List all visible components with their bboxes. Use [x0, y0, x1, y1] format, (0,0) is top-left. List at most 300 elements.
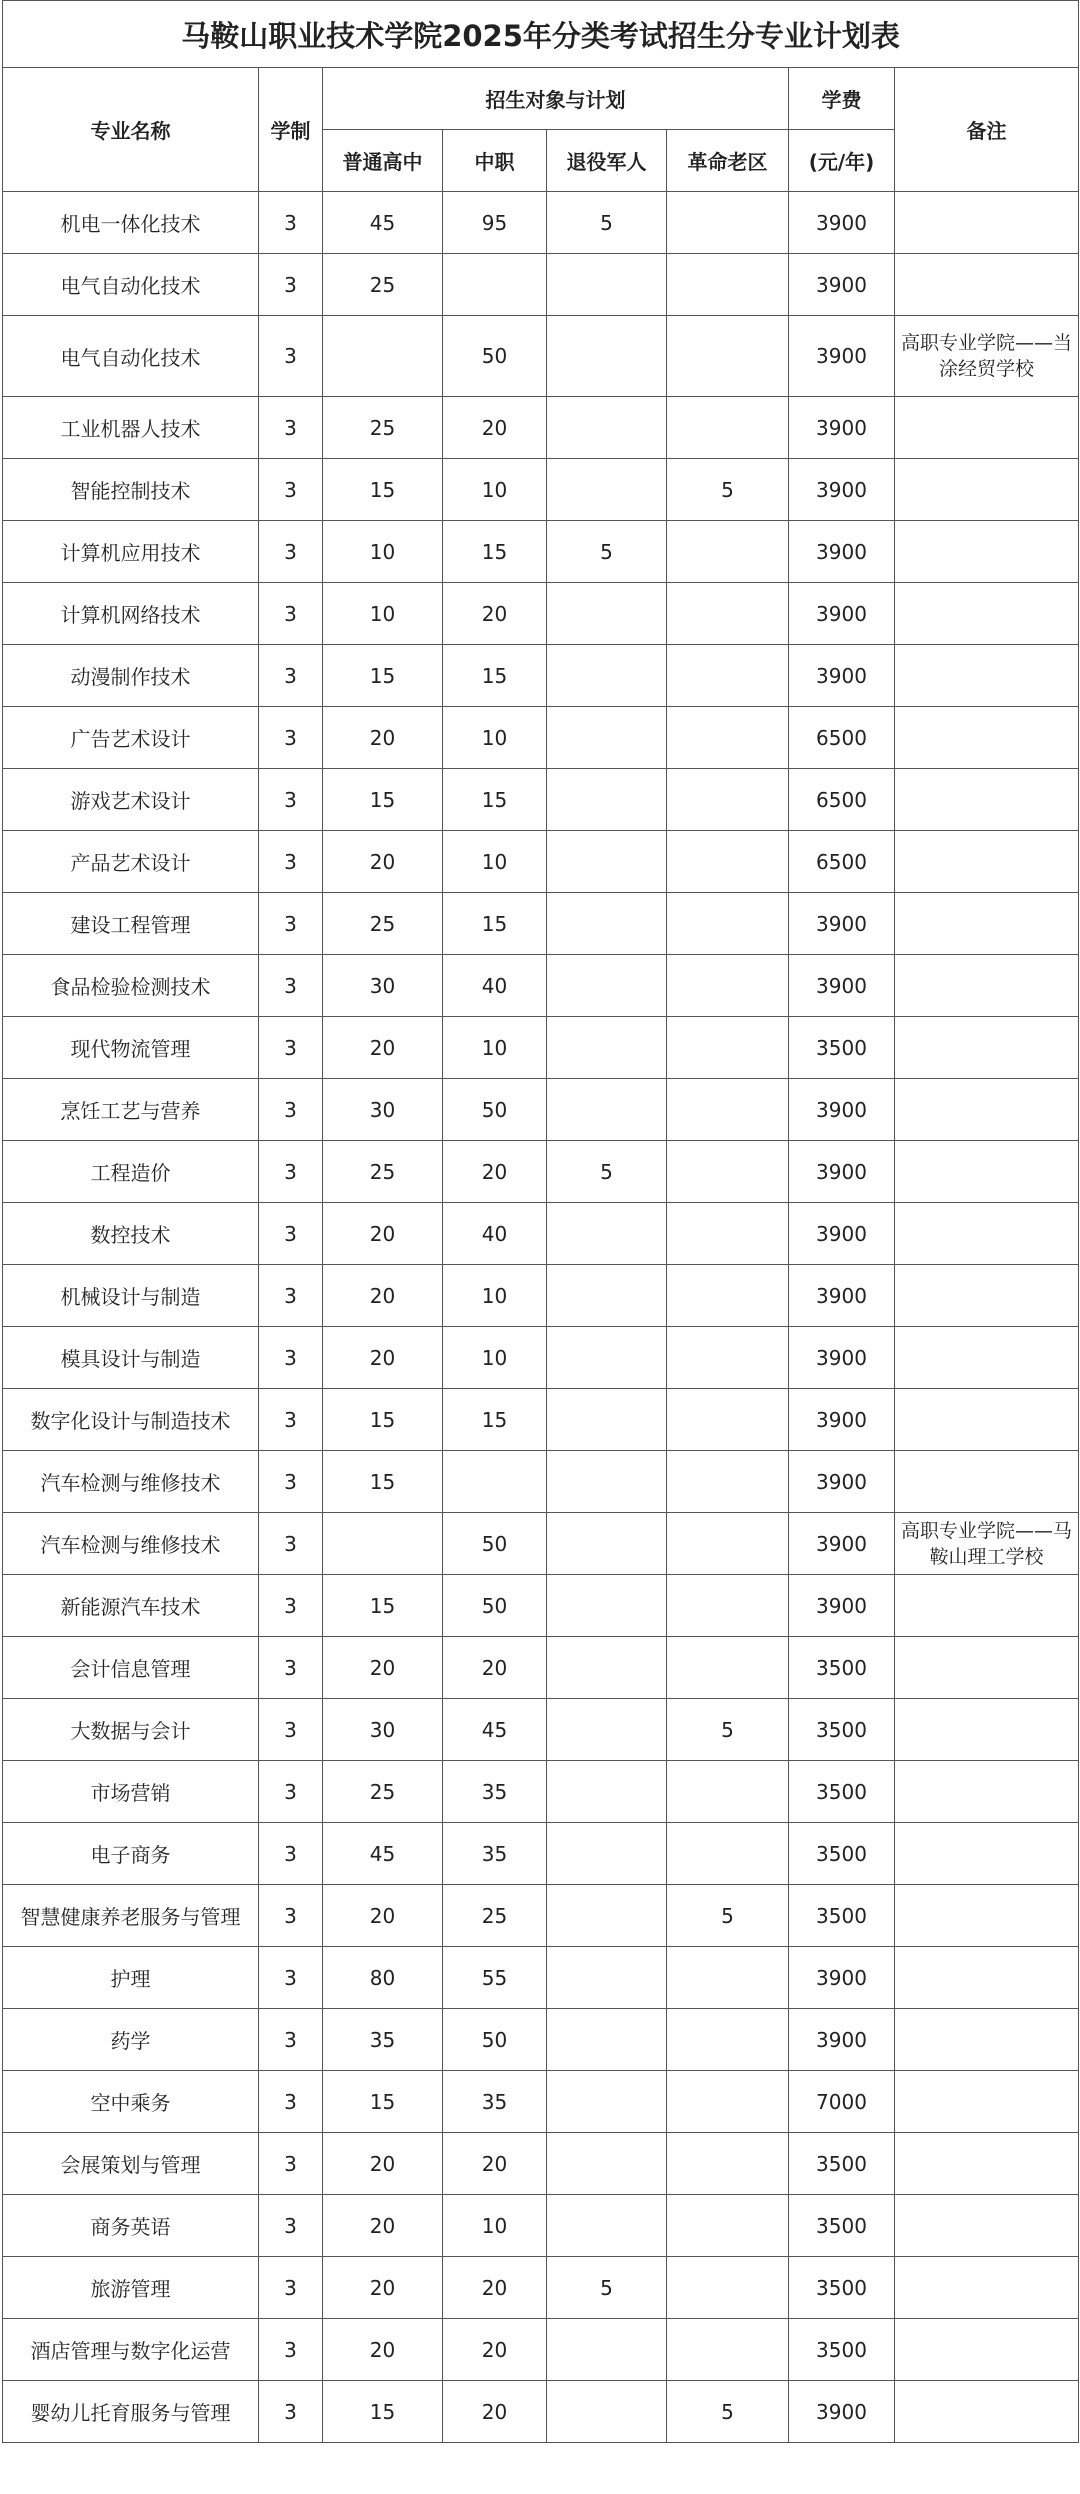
- cell-tuition: 3900: [789, 1079, 895, 1141]
- cell-veterans: [547, 1389, 667, 1451]
- table-row: [3, 1265, 1079, 1327]
- cell-remarks: [895, 1389, 1079, 1451]
- cell-tuition: 3900: [789, 1947, 895, 2009]
- table-row: [3, 583, 1079, 645]
- table-row: [3, 893, 1079, 955]
- cell-general-hs: 25: [323, 397, 443, 459]
- cell-revolution: [667, 769, 789, 831]
- cell-veterans: 5: [547, 521, 667, 583]
- cell-general-hs: 20: [323, 2257, 443, 2319]
- cell-years: 3: [259, 2133, 323, 2195]
- cell-tuition: 3500: [789, 1699, 895, 1761]
- cell-remarks: [895, 1699, 1079, 1761]
- cell-revolution: [667, 955, 789, 1017]
- cell-general-hs: 20: [323, 1265, 443, 1327]
- cell-remarks: [895, 1203, 1079, 1265]
- cell-vocational: 40: [443, 955, 547, 1017]
- cell-revolution: [667, 316, 789, 397]
- cell-general-hs: 20: [323, 2195, 443, 2257]
- cell-remarks: [895, 1823, 1079, 1885]
- cell-years: 3: [259, 1203, 323, 1265]
- header-vocational: 中职: [443, 130, 547, 192]
- enrollment-plan-sheet: [2, 0, 1078, 2443]
- cell-remarks: [895, 1885, 1079, 1947]
- cell-general-hs: 20: [323, 2319, 443, 2381]
- cell-veterans: [547, 645, 667, 707]
- cell-tuition: 3500: [789, 1637, 895, 1699]
- cell-veterans: [547, 1575, 667, 1637]
- cell-remarks: [895, 645, 1079, 707]
- cell-veterans: [547, 831, 667, 893]
- cell-major: 旅游管理: [3, 2257, 259, 2319]
- cell-general-hs: 20: [323, 1203, 443, 1265]
- cell-veterans: [547, 1203, 667, 1265]
- cell-major: 商务英语: [3, 2195, 259, 2257]
- cell-remarks: [895, 769, 1079, 831]
- cell-tuition: 6500: [789, 707, 895, 769]
- cell-tuition: 3500: [789, 1761, 895, 1823]
- cell-veterans: [547, 1513, 667, 1575]
- cell-remarks: [895, 2381, 1079, 2443]
- table-row: [3, 316, 1079, 397]
- cell-major: 机械设计与制造: [3, 1265, 259, 1327]
- cell-years: 3: [259, 2381, 323, 2443]
- cell-major: 智能控制技术: [3, 459, 259, 521]
- table-row: [3, 1823, 1079, 1885]
- cell-tuition: 3900: [789, 1575, 895, 1637]
- cell-vocational: 35: [443, 2071, 547, 2133]
- table-row: [3, 1885, 1079, 1947]
- table-row: [3, 2195, 1079, 2257]
- cell-general-hs: 20: [323, 1327, 443, 1389]
- cell-years: 3: [259, 459, 323, 521]
- cell-years: 3: [259, 1637, 323, 1699]
- table-row: [3, 2133, 1079, 2195]
- cell-revolution: [667, 1203, 789, 1265]
- cell-major: 计算机网络技术: [3, 583, 259, 645]
- cell-remarks: [895, 2009, 1079, 2071]
- cell-revolution: [667, 893, 789, 955]
- cell-years: 3: [259, 955, 323, 1017]
- cell-tuition: 3900: [789, 893, 895, 955]
- cell-years: 3: [259, 1141, 323, 1203]
- cell-tuition: 3500: [789, 2257, 895, 2319]
- table-row: [3, 2071, 1079, 2133]
- cell-years: 3: [259, 192, 323, 254]
- cell-major: 大数据与会计: [3, 1699, 259, 1761]
- cell-revolution: [667, 1079, 789, 1141]
- cell-revolution: [667, 2071, 789, 2133]
- cell-revolution: [667, 1017, 789, 1079]
- cell-vocational: 10: [443, 831, 547, 893]
- table-row: [3, 1575, 1079, 1637]
- cell-vocational: 10: [443, 1017, 547, 1079]
- cell-tuition: 6500: [789, 769, 895, 831]
- cell-major: 空中乘务: [3, 2071, 259, 2133]
- cell-tuition: 3900: [789, 1513, 895, 1575]
- enrollment-plan-table: [2, 0, 1079, 2443]
- cell-vocational: 10: [443, 707, 547, 769]
- cell-revolution: 5: [667, 1885, 789, 1947]
- cell-veterans: [547, 1761, 667, 1823]
- cell-general-hs: 15: [323, 2381, 443, 2443]
- cell-vocational: 20: [443, 2133, 547, 2195]
- header-years: 学制: [259, 68, 323, 192]
- cell-general-hs: 15: [323, 459, 443, 521]
- cell-revolution: [667, 2257, 789, 2319]
- cell-general-hs: 20: [323, 2133, 443, 2195]
- cell-veterans: [547, 459, 667, 521]
- cell-general-hs: 20: [323, 707, 443, 769]
- cell-general-hs: 15: [323, 769, 443, 831]
- cell-remarks: [895, 2071, 1079, 2133]
- cell-veterans: [547, 254, 667, 316]
- cell-revolution: [667, 521, 789, 583]
- cell-revolution: [667, 1575, 789, 1637]
- cell-years: 3: [259, 1327, 323, 1389]
- cell-major: 数控技术: [3, 1203, 259, 1265]
- cell-general-hs: 10: [323, 521, 443, 583]
- cell-years: 3: [259, 1761, 323, 1823]
- table-row: [3, 769, 1079, 831]
- table-row: [3, 2319, 1079, 2381]
- cell-general-hs: 20: [323, 1885, 443, 1947]
- cell-vocational: 20: [443, 1141, 547, 1203]
- cell-major: 数字化设计与制造技术: [3, 1389, 259, 1451]
- cell-vocational: 10: [443, 2195, 547, 2257]
- cell-remarks: [895, 459, 1079, 521]
- cell-major: 计算机应用技术: [3, 521, 259, 583]
- cell-general-hs: 25: [323, 893, 443, 955]
- cell-general-hs: 15: [323, 1451, 443, 1513]
- cell-remarks: [895, 397, 1079, 459]
- cell-remarks: [895, 1451, 1079, 1513]
- cell-revolution: 5: [667, 2381, 789, 2443]
- cell-revolution: [667, 583, 789, 645]
- header-tuition: 学费: [789, 68, 895, 130]
- cell-vocational: 55: [443, 1947, 547, 2009]
- cell-remarks: [895, 2195, 1079, 2257]
- cell-remarks: [895, 583, 1079, 645]
- cell-tuition: 3900: [789, 1451, 895, 1513]
- cell-vocational: 25: [443, 1885, 547, 1947]
- cell-vocational: 15: [443, 769, 547, 831]
- cell-remarks: [895, 1017, 1079, 1079]
- table-title: 马鞍山职业技术学院2025年分类考试招生分专业计划表: [3, 1, 1079, 68]
- cell-major: 新能源汽车技术: [3, 1575, 259, 1637]
- cell-remarks: [895, 1265, 1079, 1327]
- cell-remarks: 高职专业学院——马鞍山理工学校: [895, 1513, 1079, 1575]
- cell-revolution: [667, 1947, 789, 2009]
- cell-major: 动漫制作技术: [3, 645, 259, 707]
- cell-vocational: 50: [443, 316, 547, 397]
- cell-vocational: 20: [443, 2319, 547, 2381]
- cell-vocational: 50: [443, 1513, 547, 1575]
- cell-veterans: [547, 707, 667, 769]
- cell-revolution: [667, 1389, 789, 1451]
- cell-veterans: 5: [547, 2257, 667, 2319]
- cell-years: 3: [259, 645, 323, 707]
- cell-remarks: [895, 1327, 1079, 1389]
- cell-remarks: [895, 1141, 1079, 1203]
- cell-veterans: [547, 1265, 667, 1327]
- cell-veterans: [547, 1327, 667, 1389]
- cell-tuition: 3900: [789, 1389, 895, 1451]
- cell-remarks: [895, 521, 1079, 583]
- cell-general-hs: [323, 316, 443, 397]
- cell-major: 汽车检测与维修技术: [3, 1451, 259, 1513]
- cell-major: 机电一体化技术: [3, 192, 259, 254]
- table-row: [3, 2009, 1079, 2071]
- cell-tuition: 3500: [789, 2195, 895, 2257]
- cell-years: 3: [259, 1513, 323, 1575]
- table-row: [3, 1637, 1079, 1699]
- cell-major: 现代物流管理: [3, 1017, 259, 1079]
- cell-major: 药学: [3, 2009, 259, 2071]
- cell-tuition: 3900: [789, 2381, 895, 2443]
- cell-remarks: [895, 707, 1079, 769]
- cell-veterans: [547, 1451, 667, 1513]
- header-plan-group: 招生对象与计划: [323, 68, 789, 130]
- cell-vocational: [443, 1451, 547, 1513]
- cell-vocational: 20: [443, 397, 547, 459]
- header-major: 专业名称: [3, 68, 259, 192]
- cell-tuition: 3900: [789, 459, 895, 521]
- cell-major: 食品检验检测技术: [3, 955, 259, 1017]
- cell-veterans: [547, 769, 667, 831]
- header-remarks: 备注: [895, 68, 1079, 192]
- table-row: [3, 1141, 1079, 1203]
- cell-vocational: 45: [443, 1699, 547, 1761]
- table-row: [3, 521, 1079, 583]
- cell-vocational: 40: [443, 1203, 547, 1265]
- cell-veterans: 5: [547, 192, 667, 254]
- cell-years: 3: [259, 583, 323, 645]
- cell-revolution: [667, 645, 789, 707]
- cell-remarks: 高职专业学院——当涂经贸学校: [895, 316, 1079, 397]
- table-row: [3, 192, 1079, 254]
- header-general-hs: 普通高中: [323, 130, 443, 192]
- cell-years: 3: [259, 769, 323, 831]
- cell-tuition: 3900: [789, 254, 895, 316]
- cell-major: 汽车检测与维修技术: [3, 1513, 259, 1575]
- cell-major: 模具设计与制造: [3, 1327, 259, 1389]
- cell-revolution: [667, 1761, 789, 1823]
- table-row: [3, 2381, 1079, 2443]
- cell-tuition: 3900: [789, 583, 895, 645]
- cell-major: 工程造价: [3, 1141, 259, 1203]
- table-row: [3, 707, 1079, 769]
- cell-revolution: [667, 1327, 789, 1389]
- cell-years: 3: [259, 2071, 323, 2133]
- cell-veterans: [547, 1823, 667, 1885]
- cell-vocational: 10: [443, 1265, 547, 1327]
- cell-revolution: [667, 2195, 789, 2257]
- cell-remarks: [895, 192, 1079, 254]
- table-row: [3, 1079, 1079, 1141]
- cell-veterans: [547, 583, 667, 645]
- cell-veterans: [547, 1699, 667, 1761]
- cell-major: 工业机器人技术: [3, 397, 259, 459]
- cell-general-hs: 15: [323, 2071, 443, 2133]
- cell-general-hs: 20: [323, 1637, 443, 1699]
- cell-tuition: 3500: [789, 2319, 895, 2381]
- cell-tuition: 3900: [789, 645, 895, 707]
- cell-revolution: 5: [667, 1699, 789, 1761]
- cell-vocational: 15: [443, 645, 547, 707]
- cell-major: 护理: [3, 1947, 259, 2009]
- cell-vocational: 20: [443, 2381, 547, 2443]
- table-row: [3, 1327, 1079, 1389]
- cell-years: 3: [259, 316, 323, 397]
- cell-revolution: [667, 192, 789, 254]
- cell-years: 3: [259, 1265, 323, 1327]
- cell-vocational: 10: [443, 459, 547, 521]
- cell-general-hs: 25: [323, 254, 443, 316]
- table-row: [3, 1389, 1079, 1451]
- cell-years: 3: [259, 397, 323, 459]
- cell-tuition: 3900: [789, 192, 895, 254]
- cell-remarks: [895, 955, 1079, 1017]
- cell-tuition: 3900: [789, 316, 895, 397]
- cell-major: 市场营销: [3, 1761, 259, 1823]
- table-row: [3, 1451, 1079, 1513]
- header-revolution: 革命老区: [667, 130, 789, 192]
- cell-general-hs: 15: [323, 1389, 443, 1451]
- cell-veterans: 5: [547, 1141, 667, 1203]
- cell-general-hs: 10: [323, 583, 443, 645]
- table-row: [3, 1513, 1079, 1575]
- cell-years: 3: [259, 1575, 323, 1637]
- cell-years: 3: [259, 1823, 323, 1885]
- cell-tuition: 3900: [789, 1141, 895, 1203]
- cell-years: 3: [259, 893, 323, 955]
- cell-veterans: [547, 2319, 667, 2381]
- cell-general-hs: 35: [323, 2009, 443, 2071]
- cell-remarks: [895, 1947, 1079, 2009]
- table-row: [3, 254, 1079, 316]
- cell-revolution: [667, 1823, 789, 1885]
- cell-tuition: 3500: [789, 1885, 895, 1947]
- cell-revolution: [667, 2133, 789, 2195]
- cell-revolution: [667, 1141, 789, 1203]
- table-row: [3, 1761, 1079, 1823]
- cell-general-hs: 25: [323, 1141, 443, 1203]
- cell-vocational: 50: [443, 1079, 547, 1141]
- cell-general-hs: 45: [323, 1823, 443, 1885]
- cell-vocational: 15: [443, 521, 547, 583]
- cell-major: 建设工程管理: [3, 893, 259, 955]
- cell-veterans: [547, 1079, 667, 1141]
- cell-vocational: 20: [443, 1637, 547, 1699]
- cell-remarks: [895, 1761, 1079, 1823]
- cell-vocational: 15: [443, 893, 547, 955]
- cell-major: 烹饪工艺与营养: [3, 1079, 259, 1141]
- table-row: [3, 2257, 1079, 2319]
- cell-remarks: [895, 2133, 1079, 2195]
- cell-general-hs: 20: [323, 1017, 443, 1079]
- table-row: [3, 1017, 1079, 1079]
- cell-tuition: 3900: [789, 1203, 895, 1265]
- cell-tuition: 3500: [789, 2133, 895, 2195]
- cell-veterans: [547, 1637, 667, 1699]
- cell-general-hs: 15: [323, 645, 443, 707]
- table-row: [3, 397, 1079, 459]
- cell-remarks: [895, 2319, 1079, 2381]
- cell-general-hs: [323, 1513, 443, 1575]
- cell-veterans: [547, 2133, 667, 2195]
- table-row: [3, 1947, 1079, 2009]
- cell-tuition: 3900: [789, 2009, 895, 2071]
- cell-tuition: 3500: [789, 1017, 895, 1079]
- cell-revolution: [667, 2319, 789, 2381]
- cell-veterans: [547, 316, 667, 397]
- cell-major: 酒店管理与数字化运营: [3, 2319, 259, 2381]
- cell-years: 3: [259, 2009, 323, 2071]
- cell-major: 电子商务: [3, 1823, 259, 1885]
- cell-years: 3: [259, 1451, 323, 1513]
- cell-major: 产品艺术设计: [3, 831, 259, 893]
- cell-tuition: 3900: [789, 521, 895, 583]
- cell-tuition: 3900: [789, 1327, 895, 1389]
- table-row: [3, 955, 1079, 1017]
- cell-years: 3: [259, 1947, 323, 2009]
- cell-general-hs: 80: [323, 1947, 443, 2009]
- cell-remarks: [895, 1575, 1079, 1637]
- cell-years: 3: [259, 1885, 323, 1947]
- cell-tuition: 3900: [789, 397, 895, 459]
- cell-vocational: [443, 254, 547, 316]
- cell-general-hs: 20: [323, 831, 443, 893]
- cell-vocational: 35: [443, 1823, 547, 1885]
- cell-remarks: [895, 254, 1079, 316]
- cell-major: 电气自动化技术: [3, 254, 259, 316]
- cell-revolution: [667, 1513, 789, 1575]
- cell-revolution: [667, 707, 789, 769]
- table-body: [3, 192, 1079, 2443]
- cell-years: 3: [259, 2195, 323, 2257]
- cell-remarks: [895, 893, 1079, 955]
- cell-years: 3: [259, 1017, 323, 1079]
- cell-years: 3: [259, 1389, 323, 1451]
- cell-vocational: 50: [443, 2009, 547, 2071]
- cell-major: 游戏艺术设计: [3, 769, 259, 831]
- cell-years: 3: [259, 2319, 323, 2381]
- cell-general-hs: 15: [323, 1575, 443, 1637]
- cell-major: 会展策划与管理: [3, 2133, 259, 2195]
- cell-years: 3: [259, 831, 323, 893]
- cell-revolution: [667, 254, 789, 316]
- cell-revolution: [667, 2009, 789, 2071]
- cell-years: 3: [259, 1079, 323, 1141]
- cell-years: 3: [259, 254, 323, 316]
- cell-tuition: 3900: [789, 955, 895, 1017]
- cell-veterans: [547, 2071, 667, 2133]
- cell-tuition: 3500: [789, 1823, 895, 1885]
- cell-veterans: [547, 2381, 667, 2443]
- cell-major: 电气自动化技术: [3, 316, 259, 397]
- table-row: [3, 831, 1079, 893]
- cell-veterans: [547, 397, 667, 459]
- cell-veterans: [547, 1885, 667, 1947]
- cell-vocational: 35: [443, 1761, 547, 1823]
- cell-major: 智慧健康养老服务与管理: [3, 1885, 259, 1947]
- cell-tuition: 3900: [789, 1265, 895, 1327]
- cell-vocational: 20: [443, 583, 547, 645]
- cell-tuition: 6500: [789, 831, 895, 893]
- cell-vocational: 15: [443, 1389, 547, 1451]
- cell-vocational: 95: [443, 192, 547, 254]
